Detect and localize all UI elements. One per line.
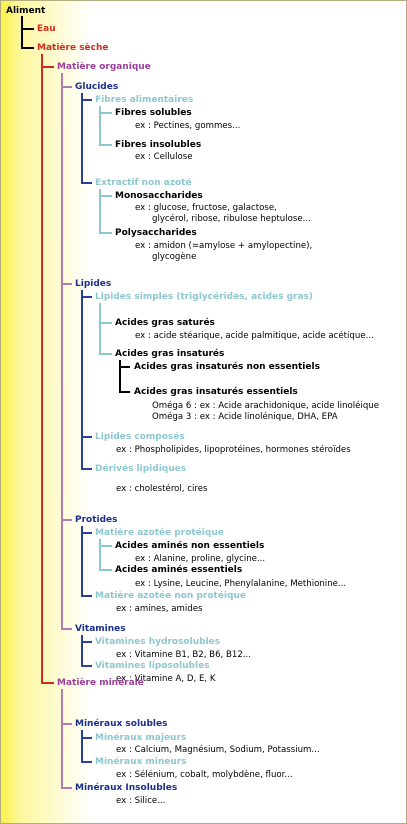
example-monosaccharides-1: ex : glucose, fructose, galactose,: [135, 203, 277, 213]
node-matiere-minerale: Matière minérale: [57, 678, 144, 688]
node-vitamines: Vitamines: [75, 624, 126, 634]
node-lipides-composes: Lipides composés: [95, 432, 185, 442]
node-glucides: Glucides: [75, 82, 119, 92]
node-mineraux-solubles: Minéraux solubles: [75, 719, 168, 729]
node-aa-essentiels: Acides aminés essentiels: [115, 565, 243, 575]
connector-level3: [82, 93, 92, 762]
example-omega6: Oméga 6 : ex : Acide arachidonique, acide linoléique: [152, 401, 380, 411]
node-derives-lipidiques: Dérivés lipidiques: [95, 464, 187, 474]
node-fibres-alimentaires: Fibres alimentaires: [95, 95, 194, 105]
node-lipides: Lipides: [75, 279, 112, 289]
example-aa-non-essentiels: ex : Alanine, proline, glycine...: [135, 554, 266, 564]
node-fibres-solubles: Fibres solubles: [115, 108, 192, 118]
node-aa-non-essentiels: Acides aminés non essentiels: [115, 541, 265, 551]
node-acides-gras-satures: Acides gras saturés: [115, 318, 215, 328]
node-monosaccharides: Monosaccharides: [115, 191, 203, 201]
node-mineraux-insolubles: Minéraux Insolubles: [75, 783, 178, 793]
node-matiere-azotee-non-proteique: Matière azotée non protéique: [95, 591, 246, 601]
node-vitamines-hydrosolubles: Vitamines hydrosolubles: [95, 637, 221, 647]
node-acides-gras-insatures: Acides gras insaturés: [115, 349, 225, 359]
connector-level1: [42, 54, 54, 683]
example-fibres-solubles: ex : Pectines, gommes...: [135, 121, 241, 131]
example-matiere-azotee-non-proteique: ex : amines, amides: [116, 604, 203, 614]
node-mineraux-mineurs: Minéraux mineurs: [95, 757, 187, 767]
example-polysaccharides-2: glycogène: [152, 252, 197, 262]
example-omega3: Oméga 3 : ex : Acide linolénique, DHA, EPA: [152, 412, 338, 422]
example-lipides-composes: ex : Phospholipides, lipoprotéines, hormones stéroïdes: [116, 445, 351, 455]
example-mineraux-insolubles: ex : Silice...: [116, 796, 166, 806]
node-vitamines-liposolubles: Vitamines liposolubles: [95, 661, 210, 671]
node-agi-essentiels: Acides gras insaturés essentiels: [134, 387, 298, 397]
node-extractif: Extractif non azoté: [95, 178, 192, 188]
example-monosaccharides-2: glycérol, ribose, ribulose heptulose...: [152, 214, 311, 224]
example-polysaccharides-1: ex : amidon (=amylose + amylopectine),: [135, 241, 313, 251]
node-protides: Protides: [75, 515, 118, 525]
node-lipides-simples: Lipides simples (triglycérides, acides gras): [95, 292, 314, 302]
example-derives-lipidiques: ex : cholestérol, cires: [116, 484, 208, 494]
example-aa-essentiels: ex : Lysine, Leucine, Phenylalanine, Methionine...: [135, 579, 347, 589]
example-mineraux-majeurs: ex : Calcium, Magnésium, Sodium, Potassium...: [116, 745, 320, 755]
connector-level5: [120, 360, 130, 392]
example-mineraux-mineurs: ex : Sélénium, cobalt, molybdène, fluor...: [116, 770, 293, 780]
example-vitamines-hydrosolubles: ex : Vitamine B1, B2, B6, B12...: [116, 650, 252, 660]
node-polysaccharides: Polysaccharides: [115, 228, 197, 238]
example-acides-gras-satures: ex : acide stéarique, acide palmitique, acide acétique...: [135, 331, 374, 341]
node-eau: Eau: [37, 24, 56, 34]
connector-level0: [22, 16, 34, 48]
node-matiere-azotee-proteique: Matière azotée protéique: [95, 528, 224, 538]
node-matiere-seche: Matière sèche: [37, 43, 109, 53]
example-fibres-insolubles: ex : Cellulose: [135, 152, 193, 162]
node-fibres-insolubles: Fibres insolubles: [115, 140, 202, 150]
node-mineraux-majeurs: Minéraux majeurs: [95, 733, 187, 743]
node-matiere-organique: Matière organique: [57, 62, 151, 72]
example-vitamines-liposolubles: ex : Vitamine A, D, E, K: [116, 674, 216, 684]
connector-level4: [100, 106, 112, 570]
node-aliment: Aliment: [6, 6, 46, 16]
node-agi-non-essentiels: Acides gras insaturés non essentiels: [134, 362, 320, 372]
